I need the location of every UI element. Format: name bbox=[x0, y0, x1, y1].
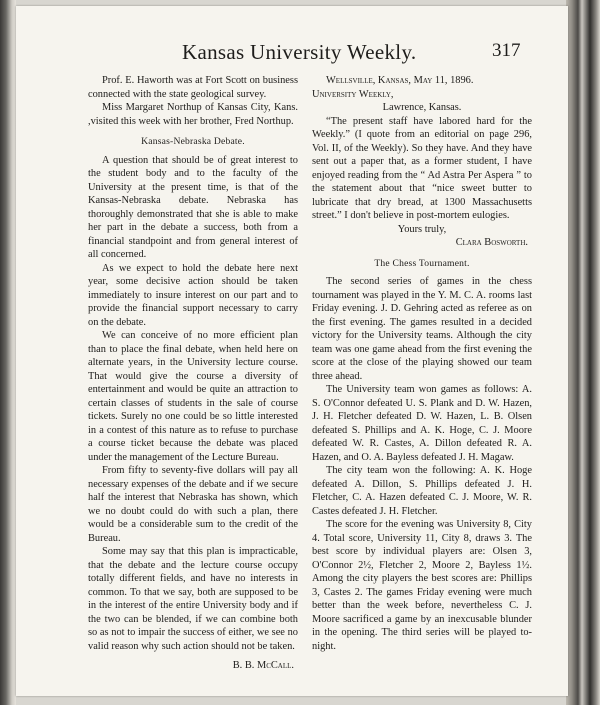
debate-paragraph: From fifty to seventy-five dollars will pay all necessary expenses of the debate and if we secure half the interest that Nebraska has shown, which we no doubt could do with such a plan, there would be a considerable sum to the credit of the Bureau. bbox=[88, 465, 298, 544]
letter-closing: Yours truly, bbox=[397, 223, 447, 235]
chess-heading: The Chess Tournament. bbox=[374, 257, 470, 269]
right-column bbox=[312, 74, 532, 653]
chess-paragraph: The city team won the following: A. K. Hoge defeated A. Dillon, S. Phillips defeated J. H. Fletcher, C. A. Hazen defeated C. J. Moore, W. R. Castes defeated J. H. Fletcher. bbox=[312, 465, 532, 517]
letter-signature: Clara Bosworth. bbox=[455, 237, 528, 248]
letter-place: Lawrence, Kansas. bbox=[382, 102, 462, 113]
page-stack-edge bbox=[566, 0, 600, 705]
page-header bbox=[16, 40, 568, 66]
debate-signature: B. B. McCall. bbox=[232, 660, 294, 671]
debate-paragraph: As we expect to hold the debate here next year, some decisive action should be taken immediately to insure interest on our part and to provide the financial support necessary to carry on the debate. bbox=[88, 262, 298, 328]
news-note: Prof. E. Haworth was at Fort Scott on business connected with the state geological survey. bbox=[88, 75, 298, 100]
book-spine-left bbox=[0, 0, 16, 705]
left-column bbox=[88, 74, 298, 673]
page-number: 317 bbox=[492, 40, 521, 61]
letter-body: “The present staff have labored hard for the Weekly.” (I quote from an editorial on page 296, Vol. II, of the Weekly). So they have. And they have sent out a paper that, as a former student, I have enjoyed reading from the “ Ad Astra Per Aspera ” to the statement about that “nice sweet butter to lubricate that dry bread, at 1300 Massachusetts street.” I don't believe in post-mortem eulogies. bbox=[312, 115, 532, 221]
debate-paragraph: Some may say that this plan is impracticable, that the debate and the lecture course occupy totally different fields, and have no interests in common. To that we say, both are supposed to be in the interest of the entire University body and if the two can be blended, if we can combine both so as not to impair the success of either, we see no valid reason why such action should not be taken. bbox=[88, 546, 298, 652]
document-page bbox=[16, 6, 568, 696]
chess-paragraph: The second series of games in the chess tournament was played in the Y. M. C. A. rooms last Friday evening. J. D. Gehring acted as referee as on the first evening. The games resulted in a decided victory for the University teams. Although the city team was one game ahead from the first evening the score at the close of the playing showed our team three ahead. bbox=[312, 276, 532, 382]
debate-paragraph: We can conceive of no more efficient plan than to place the final debate, when held here on alternate years, in the University lecture course. That would give the course a diversity of entertainment and would be quite an attraction to certain classes of students in the sale of course tickets. Surely no one could be so little interested in a contest of this nature as to refuse to purchase a course ticket because the debate was placed under the management of the Lecture Bureau. bbox=[88, 330, 298, 463]
publication-title: Kansas University Weekly. bbox=[182, 40, 417, 64]
debate-paragraph: A question that should be of great interest to the student body and to the faculty of the University at the present time, is that of the Kansas-Nebraska debate. Nebraska has thoroughly demonstrated that she is able to make her part in the debate a success, both from a financial standpoint and from general interest of all concerned. bbox=[88, 154, 298, 260]
letter-addressee: University Weekly, bbox=[312, 88, 394, 100]
debate-heading: Kansas-Nebraska Debate. bbox=[141, 136, 245, 147]
chess-paragraph: The University team won games as follows: A. S. O'Connor defeated U. S. Plank and D. W. Hazen, J. H. Fletcher defeated D. W. Hazen, L. B. Olsen defeated S. Phillips and A. K. Hoge, C. J. Moore defeated W. R. Castes, A. Dillon defeated R. A. Hazen, and O. A. Bayless defeated J. H. Magaw. bbox=[312, 384, 532, 463]
chess-paragraph: The score for the evening was University 8, City 4. Total score, University 11, City 8, draws 3. The best score by individual players are: Olsen 3, O'Connor 2½, Fletcher 2, Moore 2, Bayless 1½. Among the city players the best scores are: Phillips 3, Castes 2. The games Friday evening were much better than the week before, nevertheless C. J. Moore sacrificed a game by an inexcusable blunder in the opening. The third series will be played to-night. bbox=[312, 519, 532, 652]
news-note: Miss Margaret Northup of Kansas City, Kans. ,visited this week with her brother, Fred Northup. bbox=[88, 102, 298, 127]
letter-dateline: Wellsville, Kansas, May 11, 1896. bbox=[326, 75, 474, 86]
